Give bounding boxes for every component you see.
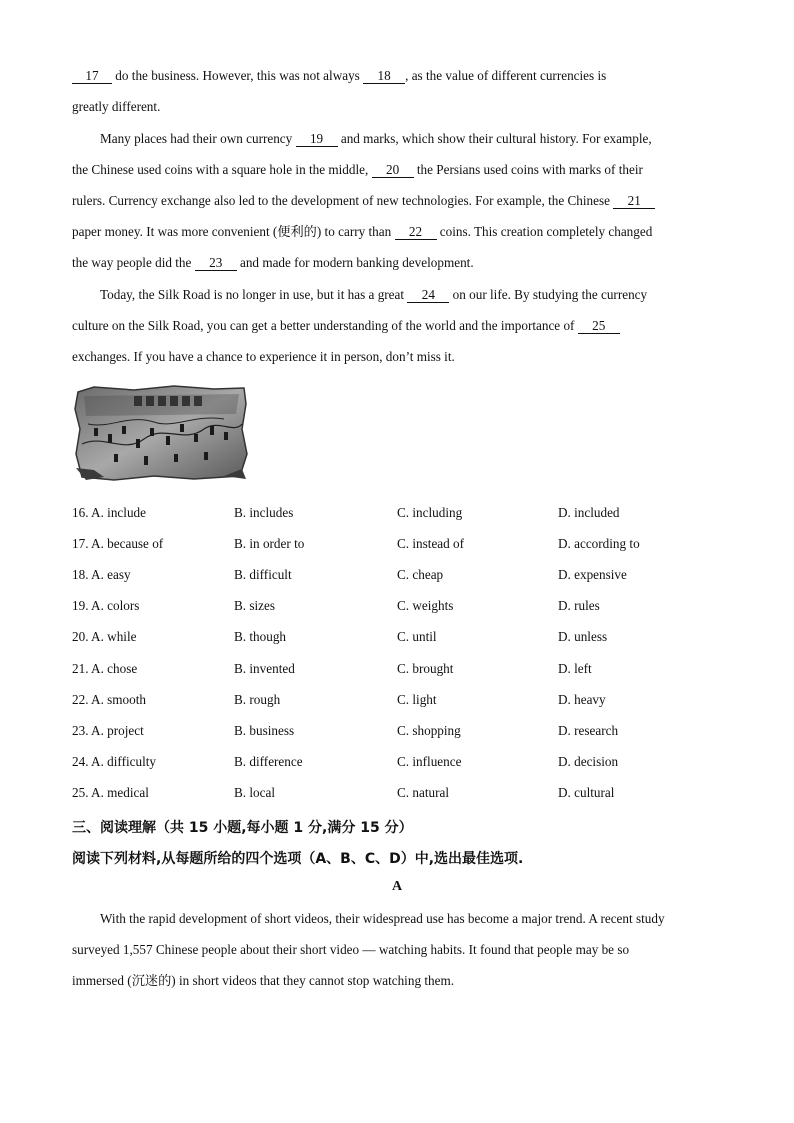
option-d: D. heavy xyxy=(558,692,606,707)
passage-text: the way people did the xyxy=(72,255,195,270)
passage-line-8 xyxy=(100,287,750,303)
passage-line-9 xyxy=(72,318,722,334)
passage-text: the Persians used coins with marks of their xyxy=(413,162,643,177)
blank-25: 25 xyxy=(578,319,620,334)
reading-line-3: immersed (沉迷的) in short videos that they cannot stop watching them. xyxy=(72,973,454,988)
option-d: D. rules xyxy=(558,598,600,613)
option-b: B. sizes xyxy=(234,598,276,613)
blank-23: 23 xyxy=(195,256,237,271)
option-d: D. left xyxy=(558,661,592,676)
passage-text: culture on the Silk Road, you can get a better understanding of the world and the importance of xyxy=(72,318,578,333)
passage-text: , as the value of different currencies is xyxy=(405,68,607,83)
option-c: C. brought xyxy=(397,661,454,676)
option-a: 16. A. include xyxy=(72,505,146,520)
passage-line-7 xyxy=(72,255,722,271)
passage-line-5 xyxy=(72,193,722,209)
passage-text: paper money. It was more convenient (便利的) to carry than xyxy=(72,224,395,239)
option-a: 20. A. while xyxy=(72,629,137,644)
option-b: B. local xyxy=(234,785,276,800)
option-b: B. in order to xyxy=(234,536,305,551)
option-c: C. instead of xyxy=(397,536,465,551)
option-d: D. included xyxy=(558,505,620,520)
blank-18: 18 xyxy=(363,69,405,84)
blank-21: 21 xyxy=(613,194,655,209)
passage-text: on our life. By studying the currency xyxy=(449,287,648,302)
option-b: B. difference xyxy=(234,754,303,769)
option-b: B. rough xyxy=(234,692,281,707)
option-d: D. cultural xyxy=(558,785,615,800)
option-a: 19. A. colors xyxy=(72,598,140,613)
blank-20: 20 xyxy=(372,163,414,178)
passage-text: and marks, which show their cultural history. For example, xyxy=(337,131,652,146)
passage-text: Today, the Silk Road is no longer in use, but it has a great xyxy=(100,287,408,302)
option-b: B. difficult xyxy=(234,567,292,582)
option-a: 24. A. difficulty xyxy=(72,754,157,769)
passage-line-1 xyxy=(72,68,722,84)
reading-line-1: With the rapid development of short videos, their widespread use has become a major trend. A recent study xyxy=(100,911,665,926)
option-c: C. influence xyxy=(397,754,462,769)
reading-line-2: surveyed 1,557 Chinese people about their short video — watching habits. It found that people may be so xyxy=(72,942,630,957)
option-b: B. includes xyxy=(234,505,294,520)
blank-17: 17 xyxy=(72,69,112,84)
option-b: B. though xyxy=(234,629,287,644)
option-c: C. cheap xyxy=(397,567,444,582)
silk-road-map-illustration xyxy=(74,384,248,482)
passage-text: the Chinese used coins with a square hole in the middle, xyxy=(72,162,372,177)
option-c: C. shopping xyxy=(397,723,461,738)
option-c: C. light xyxy=(397,692,437,707)
option-a: 25. A. medical xyxy=(72,785,149,800)
blank-24: 24 xyxy=(407,288,449,303)
passage-line-6 xyxy=(72,224,722,240)
passage-text: and made for modern banking development. xyxy=(236,255,474,270)
passage-text: do the business. However, this was not always xyxy=(112,68,364,83)
option-a: 18. A. easy xyxy=(72,567,131,582)
option-d: D. research xyxy=(558,723,619,738)
passage-line-2: greatly different. xyxy=(72,99,161,114)
passage-label: A xyxy=(391,879,403,894)
option-d: D. according to xyxy=(558,536,640,551)
passage-text: Many places had their own currency xyxy=(100,131,296,146)
option-c: C. weights xyxy=(397,598,454,613)
option-c: C. natural xyxy=(397,785,450,800)
passage-line-10: exchanges. If you have a chance to experience it in person, don’t miss it. xyxy=(72,349,455,364)
blank-22: 22 xyxy=(395,225,437,240)
option-b: B. invented xyxy=(234,661,295,676)
section-instruction: 阅读下列材料,从每题所给的四个选项（A、B、C、D）中,选出最佳选项. xyxy=(72,851,524,867)
option-a: 23. A. project xyxy=(72,723,144,738)
option-a: 21. A. chose xyxy=(72,661,138,676)
option-d: D. decision xyxy=(558,754,619,769)
passage-text: coins. This creation completely changed xyxy=(436,224,653,239)
blank-19: 19 xyxy=(296,132,338,147)
option-c: C. including xyxy=(397,505,463,520)
option-a: 22. A. smooth xyxy=(72,692,147,707)
option-a: 17. A. because of xyxy=(72,536,164,551)
option-d: D. unless xyxy=(558,629,608,644)
section-title: 三、阅读理解（共 15 小题,每小题 1 分,满分 15 分） xyxy=(72,820,413,836)
option-c: C. until xyxy=(397,629,437,644)
option-b: B. business xyxy=(234,723,295,738)
passage-line-4 xyxy=(72,162,722,178)
option-d: D. expensive xyxy=(558,567,627,582)
passage-line-3 xyxy=(100,131,750,147)
passage-text: rulers. Currency exchange also led to the development of new technologies. For example, the Chinese xyxy=(72,193,614,208)
